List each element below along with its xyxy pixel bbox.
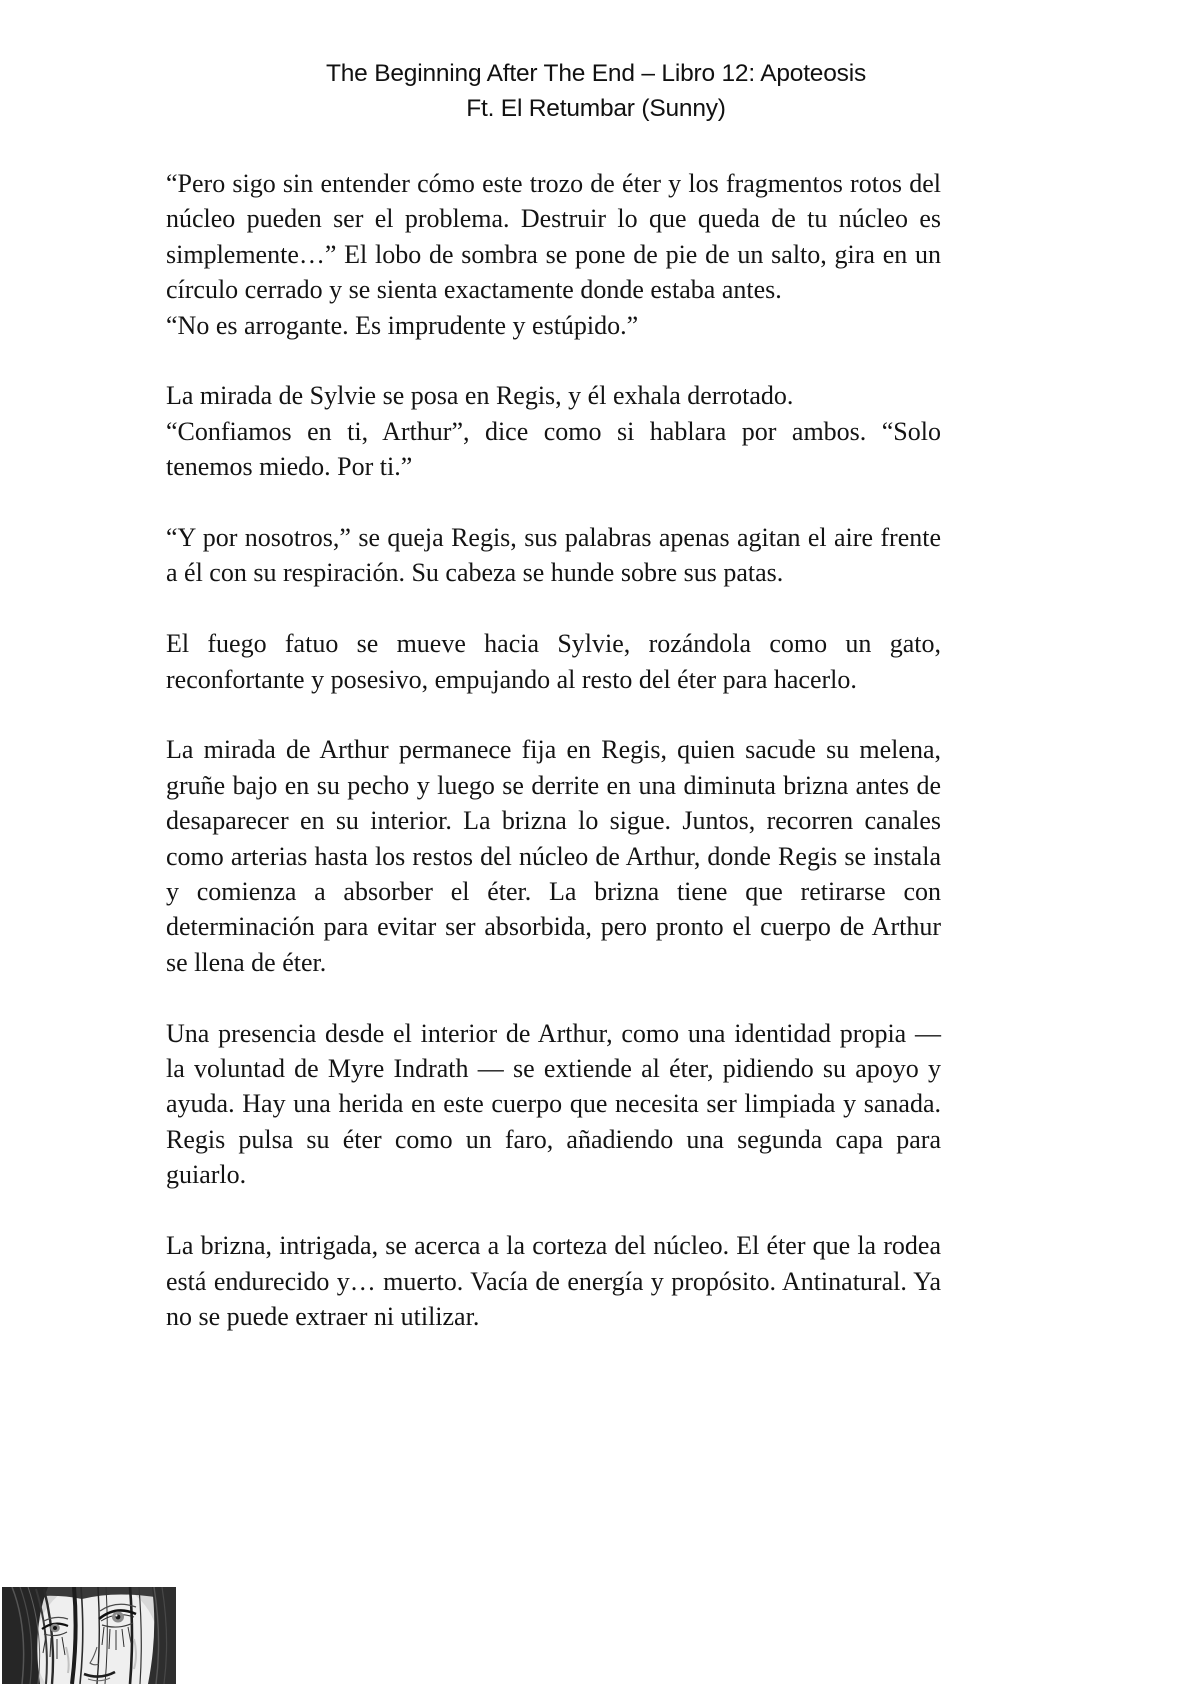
document-title-line2: Ft. El Retumbar (Sunny) (466, 95, 726, 122)
paragraph-5: “Y por nosotros,” se queja Regis, sus palabras apenas agitan el aire frente a él con su respiración. Su cabeza se hunde sobre sus patas. (166, 523, 941, 588)
paragraph-2: “No es arrogante. Es imprudente y estúpido.” (166, 310, 639, 340)
paragraph-6: El fuego fatuo se mueve hacia Sylvie, rozándola como un gato, reconfortante y posesivo, empujando al resto del éter para hacerlo. (166, 629, 941, 694)
document-title-line1: The Beginning After The End – Libro 12: Apoteosis (325, 60, 866, 87)
paragraph-9: La brizna, intrigada, se acerca a la corteza del núcleo. El éter que la rodea está endurecido y… muerto. Vacía de energía y propósito. Antinatural. Ya no se puede extraer ni utilizar. (166, 1231, 941, 1331)
paragraph-1: “Pero sigo sin entender cómo este trozo de éter y los fragmentos rotos del núcleo pueden ser el problema. Destruir lo que queda de tu núcleo es simplemente…” El lobo de sombra se pone de pie de un salto, gira en un círculo cerrado y se sienta exactamente donde estaba antes. (166, 169, 941, 305)
document-body (166, 166, 941, 1334)
paragraph-8: Una presencia desde el interior de Arthur, como una identidad propia — la voluntad de Myre Indrath — se extiende al éter, pidiendo su apoyo y ayuda. Hay una herida en este cuerpo que necesita ser limpiada y sanada. Regis pulsa su éter como un faro, añadiendo una segunda capa para guiarlo. (166, 1018, 941, 1190)
paragraph-3: La mirada de Sylvie se posa en Regis, y él exhala derrotado. (166, 381, 794, 411)
paragraph-4: “Confiamos en ti, Arthur”, dice como si hablara por ambos. “Solo tenemos miedo. Por ti.” (166, 416, 941, 482)
document-header (0, 0, 1192, 126)
manga-face-drawing (2, 1587, 176, 1684)
manga-face-illustration (2, 1587, 176, 1684)
paragraph-7: La mirada de Arthur permanece fija en Regis, quien sacude su melena, gruñe bajo en su pecho y luego se derrite en una diminuta brizna antes de desaparecer en su interior. La brizna lo sigue. Juntos, recorren canales como arterias hasta los restos del núcleo de Arthur, donde Regis se instala y comienza a absorber el éter. La brizna tiene que retirarse con determinación para evitar ser absorbida, pero pronto el cuerpo de Arthur se llena de éter. (166, 735, 941, 977)
